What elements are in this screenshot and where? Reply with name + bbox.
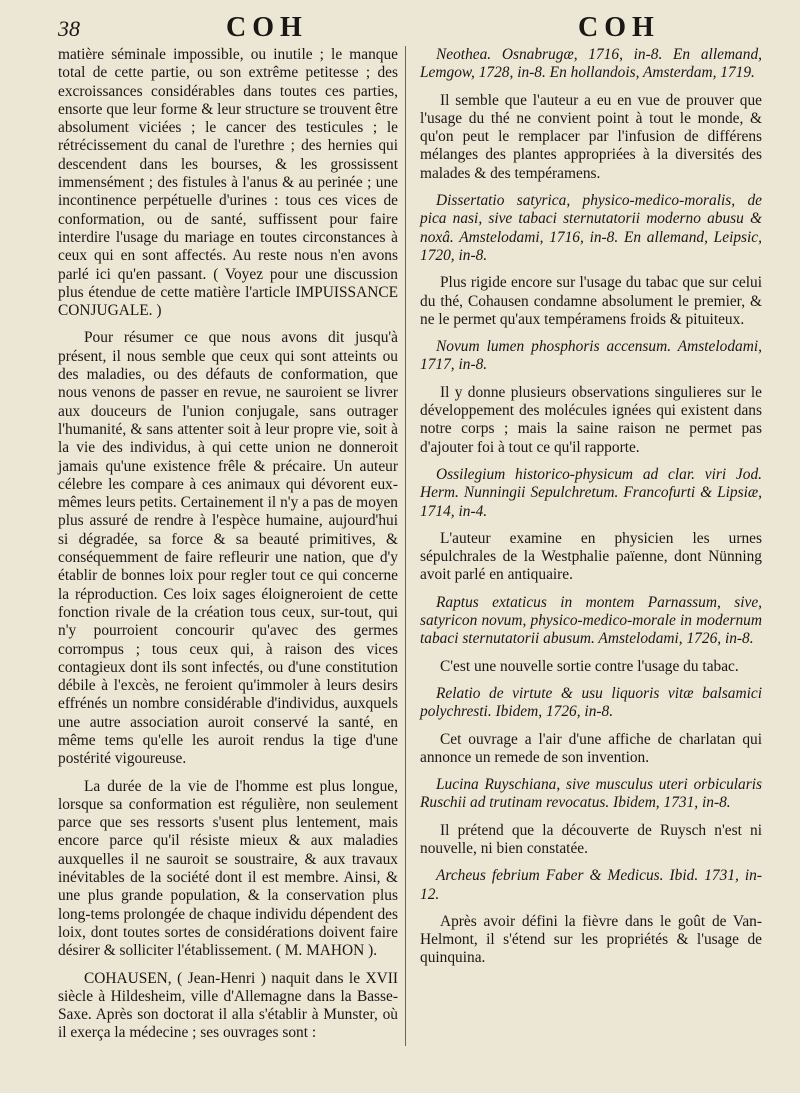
running-head-left: COH [226,12,308,43]
paragraph: L'auteur examine en physicien les urnes sépulchrales de la Westphalie païenne, dont Nünning avoit parlé en antiquaire. [420,529,762,584]
bibliographic-entry: Relatio de virtute & usu liquoris vitæ balsamici polychresti. Ibidem, 1726, in-8. [420,684,762,721]
paragraph: Plus rigide encore sur l'usage du tabac que sur celui du thé, Cohausen condamne absolument le premier, & ne le permet qu'aux tempéramens froids & pituiteux. [420,274,762,328]
bibliographic-entry: Lucina Ruyschiana, sive musculus uteri orbicularis Ruschii ad trutinam revocatus. Ibidem, 1731, in-8. [420,776,762,812]
bibliographic-entry: Archeus febrium Faber & Medicus. Ibid. 1731, in-12. [420,867,762,903]
paragraph: La durée de la vie de l'homme est plus longue, lorsque sa conformation est régulière, non seulement parce que ses ressorts s'usent plus lentement, mais encore parce qu'il résiste mieux & aux maladies auxquelles il ne sauroit se soustraire, & aux travaux inévitables de la société dont il est membre. Ainsi, & une plus grande population, & la conservation plus long-tems prolongée de chaque individu dépendent des loix, dont toutes sortes de considérations doivent faire désirer & solliciter l'établissement. ( M. MAHON ). [58,777,398,960]
paragraph: Pour résumer ce que nous avons dit jusqu'à présent, il nous semble que ceux qui sont atteints ou des maladies, ou des défauts de conformation, que nous venons de passer en revue, ne sauroient se livrer aux douceurs de l'union conjugale, sans outrager l'humanité, & sans attenter soit à leur propre vie, soit à la vie des individus, à qui cette union ne donneroit jamais qu'une existence frêle & précaire. Un auteur célebre les compare à ces animaux qui dévorent eux-mêmes leurs petits. Certainement il n'y a pas de moyen plus assuré de rendre à l'espèce humaine, aujourd'hui si dégradée, sa force & sa beauté primitives, & conséquemment de faire refleurir une nation, que d'y établir de bonnes loix pour regler tout ce qui concerne la réproduction. Ces loix sages éloigneroient de cette fonction rivale de la création tous ceux, sur-tout, qui n'y pourroient concourir qu'avec des germes corrompus ; tous ceux qui, à raison des vices contagieux dont ils sont infectés, ou d'une constitution débile à l'excès, ne feroient qu'immoler à leurs desirs effrénés un nombre considérable d'individus, auxquels une autre association auroit conservé la santé, en même tems qu'elle les auroit rendus la tige d'une postérité vigoureuse. [58,329,398,768]
bibliographic-entry: Novum lumen phosphoris accensum. Amstelodami, 1717, in-8. [420,338,762,374]
entry-heading-paragraph: COHAUSEN, ( Jean-Henri ) naquit dans le XVII siècle à Hildesheim, ville d'Allemagne dans la Basse-Saxe. Après son doctorat il alla s'établir à Munster, où il exerça la médecine ; ses ouvrages sont : [58,969,398,1042]
column-divider [405,46,406,1046]
paragraph: matière séminale impossible, ou inutile ; le manque total de cette partie, ou son extrême petitesse ; des excroissances considérables dans toutes ces parties, ensorte que leur forme & leur structure se trouvent être absolument viciées ; le cancer des testicules ; le rétrécissement du canal de l'urethre ; des hernies qui descendent dans les bourses, & les grossissent immensément ; des fistules à l'anus & au perinée ; une incontinence perpétuelle d'urines : tous ces vices de conformation, ou de santé, suffissent pour faire interdire l'usage du mariage en toutes circonstances à ceux qui en sont affectés. Au reste nous n'en avons parlé ici qu'en passant. ( Voyez pour une discussion plus étendue de cette matière l'article IMPUISSANCE CONJUGALE. ) [58,46,398,320]
left-column [58,46,398,1052]
page-header [58,12,760,44]
paragraph: Il y donne plusieurs observations singulieres sur le développement des molécules ignées qui existent dans notre corps ; mais la saine raison ne permet pas d'ajouter foi à tout ce qu'il rapporte. [420,383,762,456]
paragraph: Il prétend que la découverte de Ruysch n'est ni nouvelle, ni bien constatée. [420,821,762,857]
paragraph: Il semble que l'auteur a eu en vue de prouver que l'usage du thé ne convient point à tout le monde, & qu'on peut le remplacer par l'infusion de différens mélanges des plantes appropriées à la diversités des malades & des tempéramens. [420,91,762,182]
bibliographic-entry: Neothea. Osnabrugæ, 1716, in-8. En allemand, Lemgow, 1728, in-8. En hollandois, Amsterdam, 1719. [420,46,762,82]
bibliographic-entry: Ossilegium historico-physicum ad clar. viri Jod. Herm. Nunningii Sepulchretum. Francofurti & Lipsiæ, 1714, in-4. [420,465,762,520]
page-number: 38 [58,16,80,41]
running-head-right: COH [578,12,660,43]
paragraph: Cet ouvrage a l'air d'une affiche de charlatan qui annonce un remede de son invention. [420,730,762,766]
right-column [420,46,762,977]
bibliographic-entry: Raptus extaticus in montem Parnassum, sive, satyricon novum, physico-medico-morale in modernum tabaci sternutatorii abusum. Amstelodami, 1726, in-8. [420,593,762,648]
bibliographic-entry: Dissertatio satyrica, physico-medico-moralis, de pica nasi, sive tabaci sternutatorii moderno abusu & noxâ. Amstelodami, 1716, in-8. En allemand, Leipsic, 1720, in-8. [420,192,762,264]
paragraph: C'est une nouvelle sortie contre l'usage du tabac. [440,657,739,675]
paragraph: Après avoir défini la fièvre dans le goût de Van-Helmont, il s'étend sur les propriétés & l'usage de quinquina. [420,912,762,967]
